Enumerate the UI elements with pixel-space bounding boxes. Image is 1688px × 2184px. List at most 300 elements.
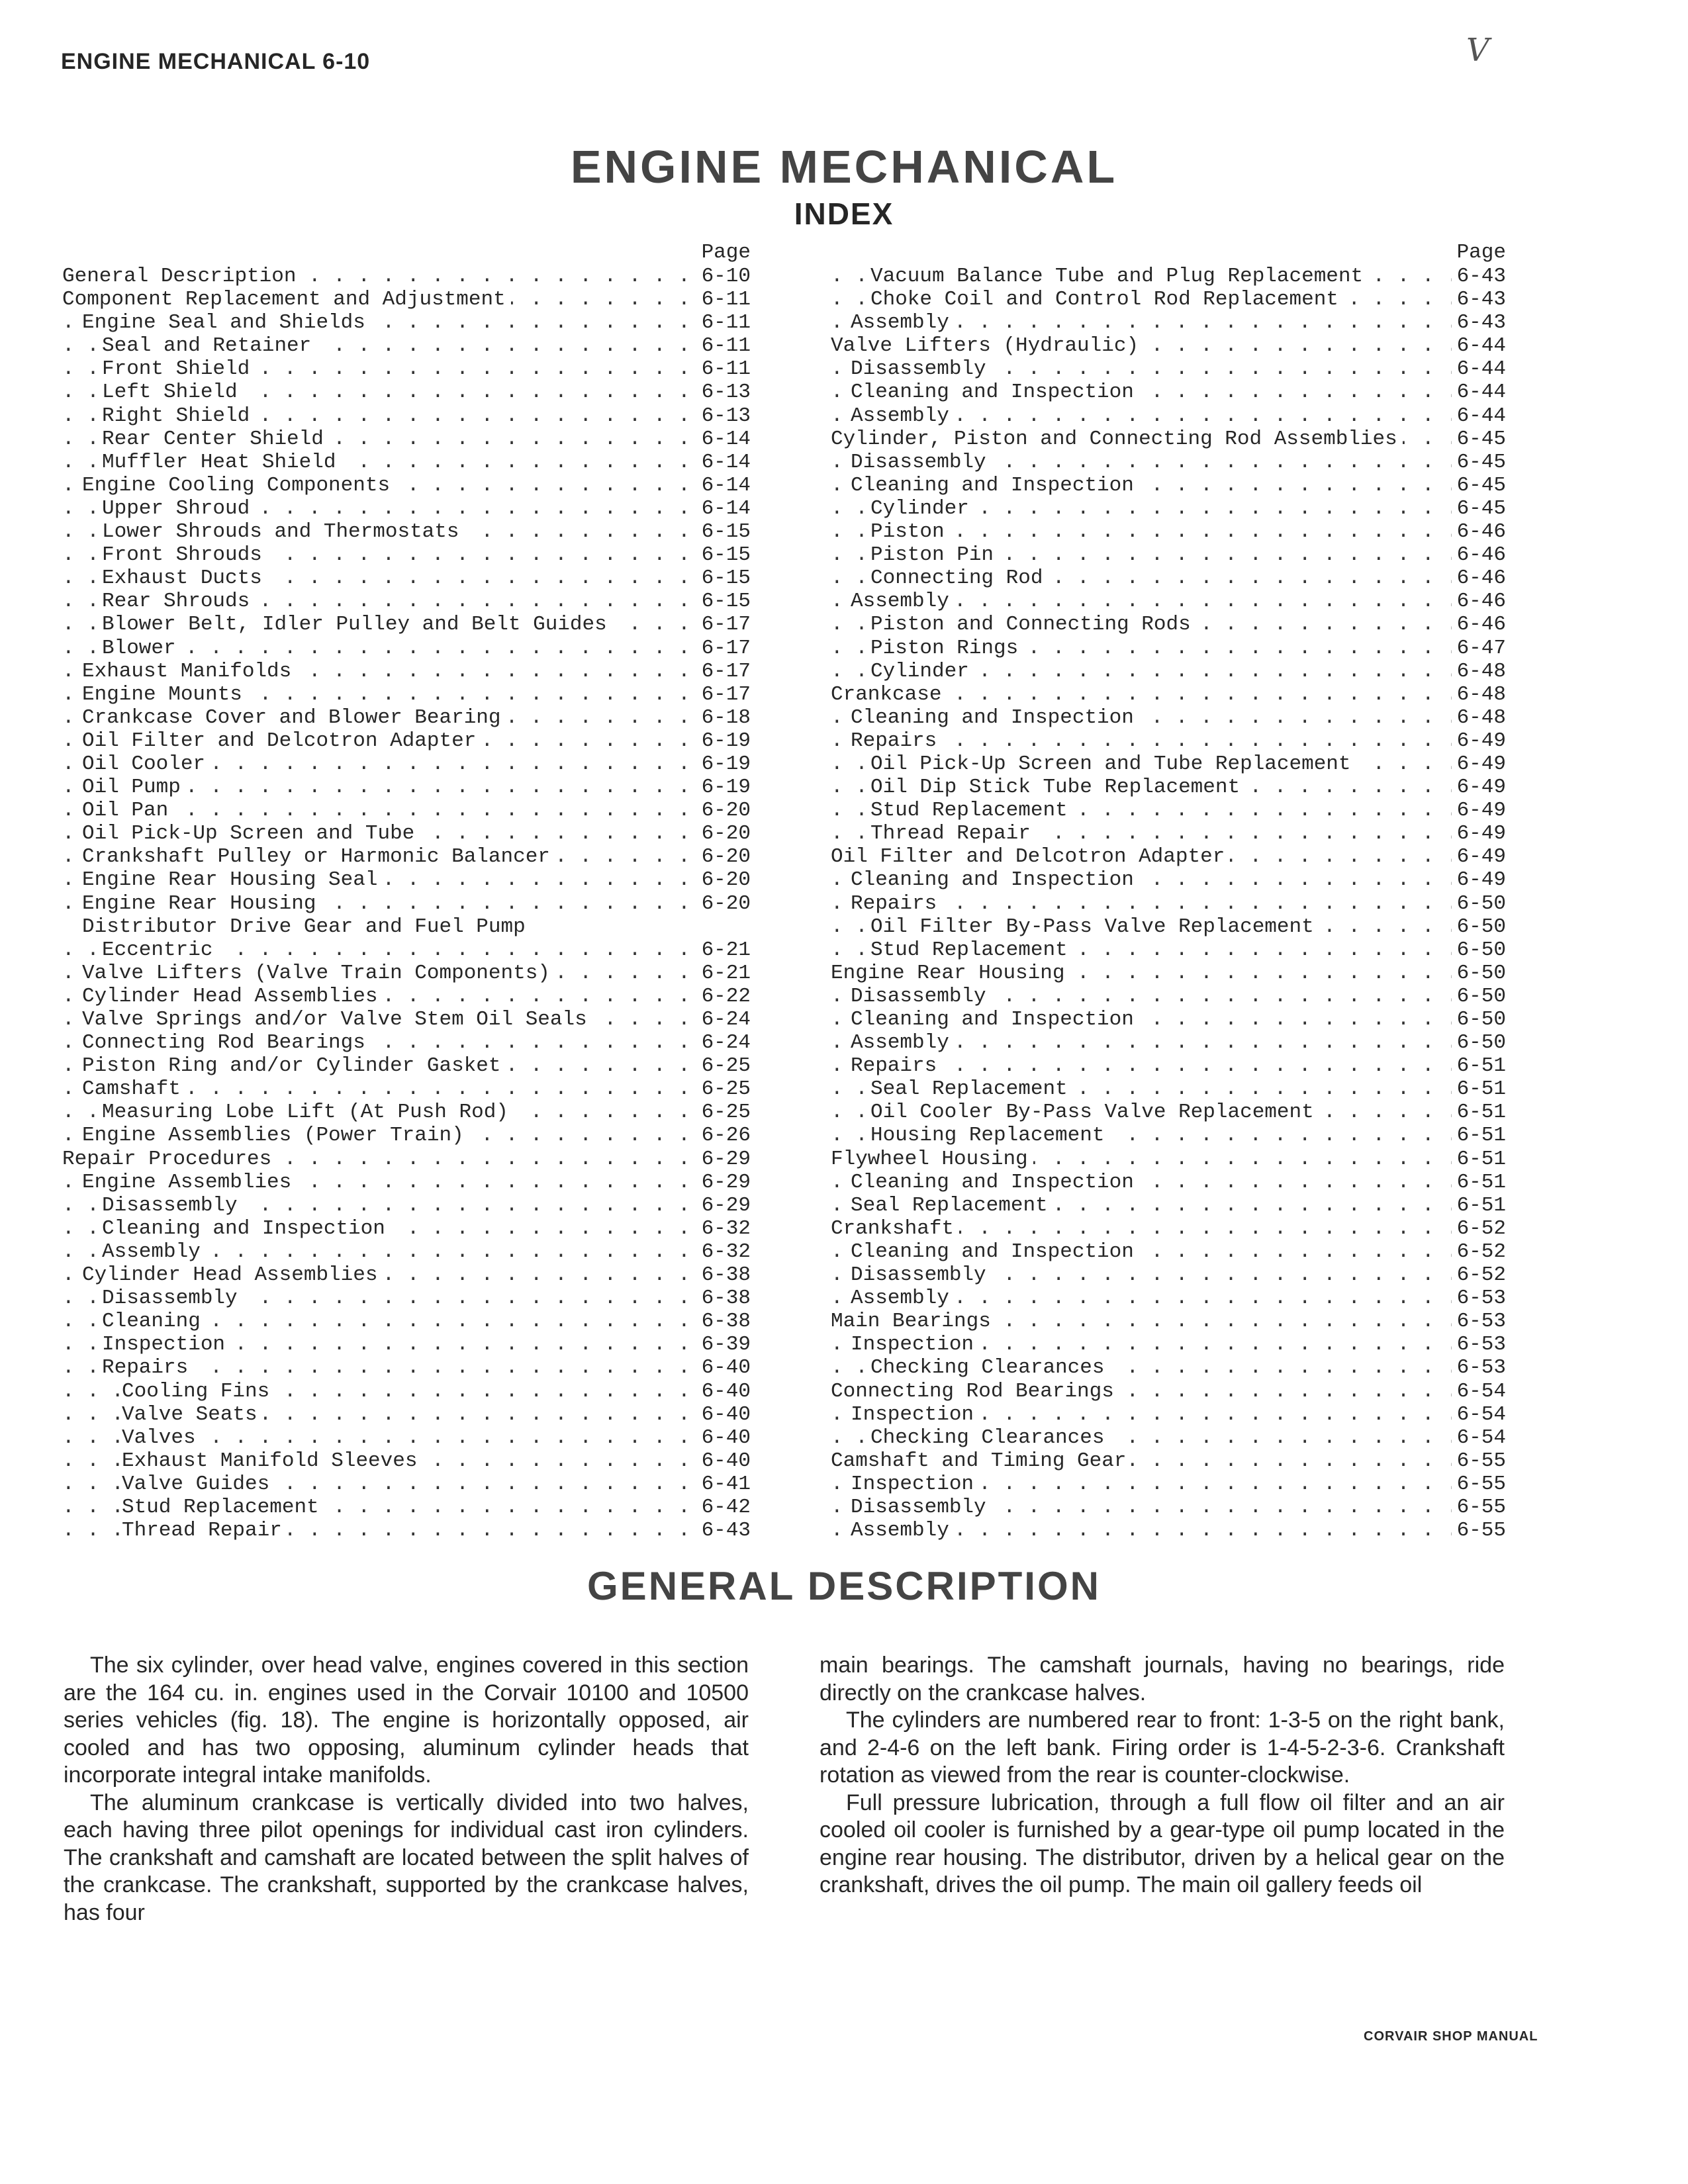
footer-manual-name: CORVAIR SHOP MANUAL [1364, 2029, 1538, 2044]
index-entry-page: 6-49 [1452, 845, 1506, 868]
index-entry-label: Choke Coil and Control Rod Replacement [870, 288, 1344, 311]
index-entry-label: Cleaning and Inspection [851, 474, 1139, 497]
index-entry-label: Connecting Rod Bearings [82, 1031, 371, 1054]
index-entry [831, 1287, 1506, 1310]
index-entry [831, 265, 1506, 288]
index-entry-label: Engine Rear Housing Seal [82, 868, 383, 891]
index-entry-label: Piston [870, 520, 950, 543]
index-entry-label: Cylinder, Piston and Connecting Rod Assemblies [831, 428, 1403, 451]
index-entry-page: 6-24 [696, 1008, 751, 1031]
index-entry-page: 6-18 [696, 706, 751, 729]
index-entry-page: 6-52 [1452, 1217, 1506, 1240]
index-entry [831, 1356, 1506, 1379]
index-entry-label: Cylinder Head Assemblies [82, 985, 383, 1008]
index-entry [62, 1031, 751, 1054]
index-entry-page: 6-54 [1452, 1403, 1506, 1426]
index-entry [831, 357, 1506, 381]
index-entry-label: Oil Pick-Up Screen and Tube [82, 822, 420, 845]
index-entry-label: Engine Cooling Components [82, 474, 395, 497]
index-entry [831, 822, 1506, 845]
index-entry-page: 6-39 [696, 1333, 751, 1356]
index-entry-page: 6-29 [696, 1148, 751, 1171]
index-entry-label: Thread Repair [870, 822, 1036, 845]
index-entry [62, 799, 751, 822]
index-entry-label: Valve Lifters (Hydraulic) [831, 334, 1144, 357]
index-entry-label: Crankshaft [831, 1217, 959, 1240]
index-entry-page: 6-38 [696, 1287, 751, 1310]
index-entry-label: Thread Repair [122, 1519, 287, 1542]
index-entry-page: 6-17 [696, 683, 751, 706]
index-entry-label: Valve Lifters (Valve Train Components) [82, 962, 555, 985]
index-entry [831, 1426, 1506, 1449]
index-entry-label: Connecting Rod Bearings [831, 1380, 1119, 1403]
index-entry [831, 752, 1506, 776]
index-entry [62, 613, 751, 636]
index-entry-label: Lower Shrouds and Thermostats [102, 520, 465, 543]
index-entry-page: 6-11 [696, 334, 751, 357]
index-entry-label: Crankshaft Pulley or Harmonic Balancer [82, 845, 555, 868]
index-entry [62, 985, 751, 1008]
index-entry-label: Stud Replacement [870, 938, 1073, 962]
index-entry [62, 1054, 751, 1077]
index-entry-label: Assembly [851, 590, 955, 613]
page-title: ENGINE MECHANICAL [570, 141, 1118, 193]
index-entry-page: 6-11 [696, 357, 751, 381]
index-entry-label: Assembly [851, 1519, 955, 1542]
index-entry [831, 1310, 1506, 1333]
index-entry-page: 6-10 [696, 265, 751, 288]
index-entry-page: 6-14 [696, 474, 751, 497]
index-subtitle: INDEX [794, 197, 894, 231]
index-entry-page: 6-17 [696, 613, 751, 636]
index-entry-label: Oil Dip Stick Tube Replacement [870, 776, 1245, 799]
index-entry [831, 799, 1506, 822]
index-entry-label: Cleaning and Inspection [851, 1008, 1139, 1031]
index-entry [831, 497, 1506, 520]
index-entry [62, 1310, 751, 1333]
index-entry-page: 6-45 [1452, 451, 1506, 474]
index-entry-label: Exhaust Manifold Sleeves [122, 1449, 422, 1473]
index-entry [62, 543, 751, 567]
index-entry-label: Oil Pick-Up Screen and Tube Replacement [870, 752, 1356, 776]
index-entry-page: 6-51 [1452, 1148, 1506, 1171]
index-entry-label: Front Shrouds [102, 543, 267, 567]
index-entry-label: Cleaning and Inspection [851, 1240, 1139, 1263]
index-entry [62, 1426, 751, 1449]
body-column-left [64, 1652, 749, 1927]
index-entry-label: Piston Pin [870, 543, 999, 567]
index-entry-page: 6-51 [1452, 1101, 1506, 1124]
index-entry [62, 567, 751, 590]
index-entry-label: Cleaning [102, 1310, 206, 1333]
index-entry-label: Disassembly [851, 357, 992, 381]
index-entry-page: 6-32 [696, 1240, 751, 1263]
index-entry-page: 6-19 [696, 776, 751, 799]
index-entry-label: Cleaning and Inspection [102, 1217, 391, 1240]
index-entry-page: 6-17 [696, 637, 751, 660]
index-entry-page: 6-19 [696, 729, 751, 752]
index-entry [831, 892, 1506, 915]
index-entry-page: 6-50 [1452, 985, 1506, 1008]
index-entry [62, 1403, 751, 1426]
index-entry [831, 1054, 1506, 1077]
index-entry-label: Disassembly [102, 1287, 243, 1310]
index-entry-label: Valve Seats [122, 1403, 263, 1426]
index-entry-label: Upper Shroud [102, 497, 255, 520]
index-entry [831, 1496, 1506, 1519]
index-entry [831, 938, 1506, 962]
index-entry-label: Oil Pump [82, 776, 186, 799]
index-entry-page: 6-20 [696, 799, 751, 822]
index-entry-page: 6-55 [1452, 1496, 1506, 1519]
index-entry [62, 497, 751, 520]
index-entry-label: Crankcase Cover and Blower Bearing [82, 706, 506, 729]
index-entry-label: Piston and Connecting Rods [870, 613, 1196, 636]
index-entry-label: Oil Cooler [82, 752, 211, 776]
index-entry-page: 6-47 [1452, 637, 1506, 660]
body-paragraph: The six cylinder, over head valve, engines covered in this section are the 164 cu. in. engines used in the Corvair 10100 and 10500 series vehicles (fig. 18). The engine is horizontally opposed, air cooled and has two opposing, aluminum cylinder heads that incorporate integral intake manifolds. [64, 1653, 749, 1788]
index-entry-label: Cooling Fins [122, 1380, 275, 1403]
index-entry [62, 1496, 751, 1519]
index-entry [62, 822, 751, 845]
index-entry-label: Valves [122, 1426, 201, 1449]
index-entry-page: 6-40 [696, 1426, 751, 1449]
index-entry-page: 6-54 [1452, 1426, 1506, 1449]
index-entry-label: Repair Procedures [62, 1148, 277, 1171]
index-entry-label: Eccentric [102, 938, 218, 962]
index-entry [62, 1124, 751, 1147]
index-entry-page: 6-14 [696, 428, 751, 451]
index-entry [831, 729, 1506, 752]
index-entry [62, 1217, 751, 1240]
index-entry-page: 6-20 [696, 892, 751, 915]
index-entry-label: Engine Mounts [82, 683, 248, 706]
index-entry-label: Assembly [851, 1287, 955, 1310]
index-entry-page: 6-15 [696, 520, 751, 543]
index-entry [62, 520, 751, 543]
index-entry-page: 6-50 [1452, 938, 1506, 962]
index-entry-page: 6-53 [1452, 1287, 1506, 1310]
index-entry [62, 1148, 751, 1171]
index-entry [831, 1240, 1506, 1263]
index-entry-page: 6-22 [696, 985, 751, 1008]
index-entry-page: 6-48 [1452, 660, 1506, 683]
index-entry-label: Disassembly [102, 1194, 243, 1217]
index-entry-label: Oil Filter By-Pass Valve Replacement [870, 915, 1319, 938]
index-entry [62, 288, 751, 311]
index-entry-page: 6-46 [1452, 520, 1506, 543]
index-entry-page: 6-52 [1452, 1263, 1506, 1287]
index-entry-page: 6-55 [1452, 1519, 1506, 1542]
index-entry-label: Rear Shrouds [102, 590, 255, 613]
index-entry-label: Inspection [851, 1403, 979, 1426]
index-entry-label: Cleaning and Inspection [851, 868, 1139, 891]
body-column-right [820, 1652, 1505, 1899]
index-entry [831, 288, 1506, 311]
index-entry-page: 6-45 [1452, 474, 1506, 497]
index-entry-page: 6-46 [1452, 567, 1506, 590]
index-entry-page: 6-25 [696, 1101, 751, 1124]
index-entry-page: 6-14 [696, 497, 751, 520]
index-entry-page: 6-26 [696, 1124, 751, 1147]
page-column-label: Page [701, 241, 751, 264]
index-entry [831, 1124, 1506, 1147]
index-entry [831, 590, 1506, 613]
index-entry [831, 543, 1506, 567]
index-entry [831, 985, 1506, 1008]
index-entry [831, 776, 1506, 799]
index-entry-page: 6-21 [696, 962, 751, 985]
index-entry-page: 6-14 [696, 451, 751, 474]
index-entry-page: 6-13 [696, 404, 751, 428]
index-entry-label: Camshaft and Timing Gear [831, 1449, 1131, 1473]
index-entry [831, 613, 1506, 636]
index-entry [62, 660, 751, 683]
index-entry-label: Rear Center Shield [102, 428, 329, 451]
index-entry-page: 6-43 [1452, 311, 1506, 334]
index-entry-label: Repairs [851, 892, 942, 915]
index-entry-page: 6-43 [696, 1519, 751, 1542]
index-entry-label: Flywheel Housing [831, 1148, 1033, 1171]
index-entry [62, 1263, 751, 1287]
index-entry-page: 6-54 [1452, 1380, 1506, 1403]
index-entry-label: Cylinder Head Assemblies [82, 1263, 383, 1287]
index-entry [62, 451, 751, 474]
index-entry [62, 404, 751, 428]
index-entry-page: 6-15 [696, 543, 751, 567]
index-entry-label: Blower Belt, Idler Pulley and Belt Guides [102, 613, 612, 636]
index-entry-page: 6-38 [696, 1310, 751, 1333]
index-entry [831, 1008, 1506, 1031]
index-entry-page: 6-49 [1452, 822, 1506, 845]
index-entry-label: Seal Replacement [851, 1194, 1053, 1217]
index-entry-page: 6-51 [1452, 1194, 1506, 1217]
index-entry [831, 1473, 1506, 1496]
index-entry [62, 962, 751, 985]
index-entry-label: Oil Filter and Delcotron Adapter [831, 845, 1230, 868]
index-entry [62, 1333, 751, 1356]
index-entry [831, 1333, 1506, 1356]
index-entry-label: Muffler Heat Shield [102, 451, 341, 474]
index-entry-page: 6-29 [696, 1171, 751, 1194]
index-entry [831, 868, 1506, 891]
index-entry [831, 334, 1506, 357]
general-description-heading: GENERAL DESCRIPTION [587, 1564, 1101, 1608]
body-paragraph: The cylinders are numbered rear to front: 1-3-5 on the right bank, and 2-4-6 on the left bank. Firing order is 1-4-5-2-3-6. Crankshaft rotation as viewed from the rear is counter-clockwise. [820, 1707, 1505, 1788]
index-entry-page: 6-15 [696, 567, 751, 590]
index-entry-label: Valve Guides [122, 1473, 275, 1496]
index-entry-label: Seal Replacement [870, 1077, 1073, 1101]
body-paragraph-continued: main bearings. The camshaft journals, having no bearings, ride directly on the crankcase halves. [820, 1653, 1505, 1706]
index-entry-label: Oil Pan [82, 799, 173, 822]
index-entry-label: Engine Rear Housing [82, 892, 321, 915]
index-entry-page: 6-11 [696, 311, 751, 334]
index-entry-page: 6-41 [696, 1473, 751, 1496]
index-entry-label: Engine Assemblies (Power Train) [82, 1124, 469, 1147]
index-entry [831, 1380, 1506, 1403]
index-entry-page: 6-48 [1452, 706, 1506, 729]
index-entry [62, 1240, 751, 1263]
index-entry-label: Engine Seal and Shields [82, 311, 371, 334]
index-entry [62, 474, 751, 497]
index-entry-label: Assembly [851, 311, 955, 334]
index-entry-label: Left Shield [102, 381, 243, 404]
index-entry-page: 6-40 [696, 1403, 751, 1426]
index-entry-page: 6-51 [1452, 1077, 1506, 1101]
index-entry [62, 752, 751, 776]
index-entry [831, 1031, 1506, 1054]
index-entry-page: 6-25 [696, 1077, 751, 1101]
index-right-column [831, 241, 1506, 1542]
index-entry-page: 6-20 [696, 822, 751, 845]
index-entry-page: 6-40 [696, 1380, 751, 1403]
index-entry-label: Valve Springs and/or Valve Stem Oil Seals [82, 1008, 592, 1031]
index-entry [831, 1263, 1506, 1287]
index-entry [62, 706, 751, 729]
index-entry-page: 6-55 [1452, 1449, 1506, 1473]
index-entry-page: 6-50 [1452, 962, 1506, 985]
index-entry [62, 938, 751, 962]
index-entry [831, 845, 1506, 868]
index-entry [62, 265, 751, 288]
index-entry-label: Cleaning and Inspection [851, 381, 1139, 404]
index-entry [62, 1519, 751, 1542]
index-entry-label: Housing Replacement [870, 1124, 1109, 1147]
index-entry [831, 1148, 1506, 1171]
index-entry-label: Disassembly [851, 985, 992, 1008]
index-entry [831, 1449, 1506, 1473]
index-entry-page: 6-43 [1452, 265, 1506, 288]
index-entry-page: 6-25 [696, 1054, 751, 1077]
index-entry-page: 6-19 [696, 752, 751, 776]
index-entry-page: 6-46 [1452, 590, 1506, 613]
index-entry [831, 451, 1506, 474]
body-paragraph: The aluminum crankcase is vertically divided into two halves, each having three pilot openings for individual cast iron cylinders. The crankshaft and camshaft are located between the split halves of the crankcase. The crankshaft, supported by the crankcase halves, has four [64, 1790, 749, 1925]
index-entry-label: Exhaust Ducts [102, 567, 267, 590]
index-entry-label: Main Bearings [831, 1310, 996, 1333]
index-entry-page: 6-49 [1452, 868, 1506, 891]
index-entry-page: 6-55 [1452, 1473, 1506, 1496]
index-entry-page: 6-49 [1452, 752, 1506, 776]
margin-check-mark: V [1466, 32, 1489, 69]
index-entry-label: Camshaft [82, 1077, 186, 1101]
index-entry [831, 311, 1506, 334]
index-entry [831, 915, 1506, 938]
index-entry-label: Assembly [102, 1240, 206, 1263]
index-entry [831, 567, 1506, 590]
index-entry-page: 6-11 [696, 288, 751, 311]
index-entry-page: 6-42 [696, 1496, 751, 1519]
index-entry-page: 6-53 [1452, 1310, 1506, 1333]
index-entry-label: General Description [62, 265, 301, 288]
index-entry-page: 6-20 [696, 868, 751, 891]
index-entry-label: Exhaust Manifolds [82, 660, 297, 683]
index-entry-page: 6-52 [1452, 1240, 1506, 1263]
index-entry-label: Cylinder [870, 660, 974, 683]
index-entry-label: Inspection [851, 1473, 979, 1496]
index-entry-label: Connecting Rod [870, 567, 1048, 590]
index-entry [62, 1473, 751, 1496]
index-entry [62, 637, 751, 660]
index-entry [62, 334, 751, 357]
index-entry-page: 6-40 [696, 1449, 751, 1473]
index-entry-label: Stud Replacement [870, 799, 1073, 822]
index-entry [831, 1101, 1506, 1124]
index-entry-label: Crankcase [831, 683, 947, 706]
index-entry-page: 6-51 [1452, 1171, 1506, 1194]
index-entry [62, 1449, 751, 1473]
index-entry [62, 845, 751, 868]
index-entry [831, 637, 1506, 660]
index-entry [62, 776, 751, 799]
index-entry-page: 6-44 [1452, 381, 1506, 404]
index-entry-page: 6-44 [1452, 404, 1506, 428]
index-entry-page: 6-48 [1452, 683, 1506, 706]
index-entry [831, 1217, 1506, 1240]
index-entry-page: 6-15 [696, 590, 751, 613]
index-entry [62, 1380, 751, 1403]
index-entry-page: 6-50 [1452, 1008, 1506, 1031]
index-entry-label: Blower [102, 637, 181, 660]
index-entry-label: Front Shield [102, 357, 255, 381]
index-entry-page: 6-51 [1452, 1054, 1506, 1077]
index-entry-label: Checking Clearances [870, 1426, 1109, 1449]
index-entry [831, 660, 1506, 683]
index-left-list [62, 265, 751, 1542]
index-entry [62, 428, 751, 451]
index-entry-page: 6-38 [696, 1263, 751, 1287]
index-entry-label: Repairs [102, 1356, 193, 1379]
index-entry-page: 6-43 [1452, 288, 1506, 311]
index-entry-page: 6-17 [696, 660, 751, 683]
index-entry [62, 357, 751, 381]
index-entry-page: 6-21 [696, 938, 751, 962]
index-entry-page: 6-24 [696, 1031, 751, 1054]
index-entry-label: Inspection [851, 1333, 979, 1356]
index-entry [831, 1171, 1506, 1194]
index-entry-label: Disassembly [851, 1263, 992, 1287]
index-entry [831, 962, 1506, 985]
index-entry-page: 6-32 [696, 1217, 751, 1240]
index-left-column [62, 241, 751, 1542]
index-entry-label: Assembly [851, 1031, 955, 1054]
index-entry-page: 6-53 [1452, 1356, 1506, 1379]
index-entry-label: Repairs [851, 1054, 942, 1077]
index-entry-label: Disassembly [851, 451, 992, 474]
index-entry [831, 706, 1506, 729]
index-entry-label: Stud Replacement [122, 1496, 324, 1519]
index-right-list [831, 265, 1506, 1542]
index-entry [62, 729, 751, 752]
index-entry-label: Component Replacement and Adjustment [62, 288, 511, 311]
index-entry-label: Assembly [851, 404, 955, 428]
index-entry-label: Inspection [102, 1333, 230, 1356]
running-header: ENGINE MECHANICAL 6-10 [61, 49, 371, 74]
index-entry-label: Cylinder [870, 497, 974, 520]
index-entry [831, 1403, 1506, 1426]
index-entry [831, 1194, 1506, 1217]
index-entry [62, 311, 751, 334]
index-entry-label: Repairs [851, 729, 942, 752]
body-paragraph: Full pressure lubrication, through a full flow oil filter and an air cooled oil cooler is furnished by a gear-type oil pump located in the engine rear housing. The distributor, driven by a helical gear on the crankshaft, drives the oil pump. The main oil gallery feeds oil [820, 1790, 1505, 1897]
index-entry-page: 6-46 [1452, 613, 1506, 636]
index-entry-label: Piston Ring and/or Cylinder Gasket [82, 1054, 506, 1077]
index-entry-page: 6-49 [1452, 776, 1506, 799]
index-entry-label: Seal and Retainer [102, 334, 316, 357]
index-entry-label: Cleaning and Inspection [851, 706, 1139, 729]
index-entry [62, 915, 751, 938]
index-entry [62, 1008, 751, 1031]
